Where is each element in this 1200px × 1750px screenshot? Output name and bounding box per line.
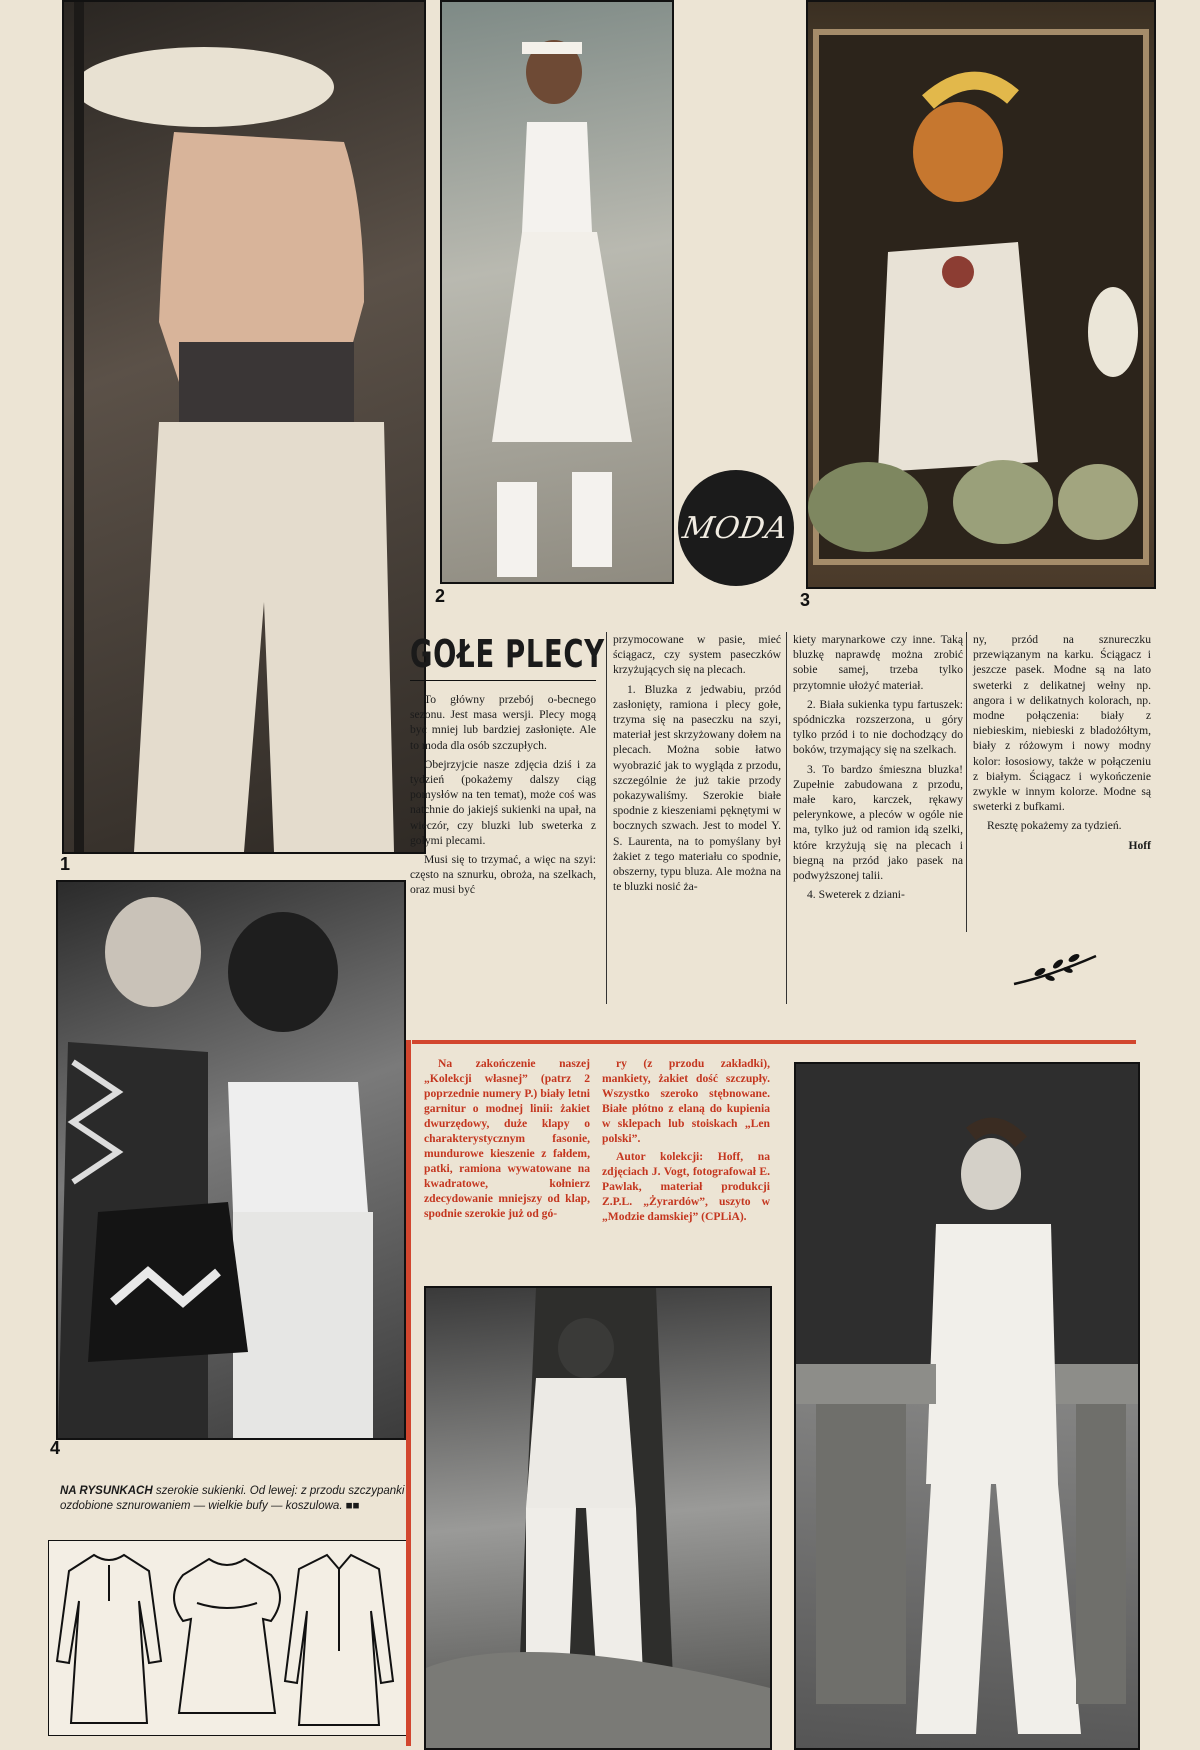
article-paragraph: 3. To bardzo śmieszna bluzka! Zupełnie zabudowana z przodu, małe karo, karczek, rękawy pelerynkowe, a pleców w ogóle nie ma, tylko już od ramion idą szelki, które krzyżują się na plecach i biegną na przód jako pasek na podwyższonej talii. xyxy=(793,762,963,883)
section-badge-text: MODA xyxy=(680,510,792,546)
collection-top-rule xyxy=(412,1040,1136,1044)
drawings-caption-text: szerokie sukienki. Od lewej: z przodu szczypanki ozdobione sznurowaniem — wielkie bufy — koszulowa. xyxy=(60,1485,405,1512)
article-paragraph: przymocowane w pasie, mieć ściągacz, czy system paseczków krzyżujących się na plecach. xyxy=(613,633,781,677)
dress-drawings-box xyxy=(48,1540,408,1736)
drawings-caption-mark: ■■ xyxy=(345,1500,360,1512)
article-signature: Hoff xyxy=(1128,838,1151,852)
collection-column-1 xyxy=(424,1056,590,1224)
article-paragraph: 2. Biała sukienka typu fartuszek: spódniczka rozszerzona, u góry tylko przód i to nie dochodzący do boków, trzymający się na szelkach. xyxy=(793,697,963,757)
collection-column-2 xyxy=(602,1056,770,1227)
collection-side-rule xyxy=(406,1040,411,1746)
decorative-branch-ornament xyxy=(1010,948,1100,990)
dress-drawing-3 xyxy=(285,1555,393,1725)
figure-number-3: 3 xyxy=(800,590,811,610)
photo-4-two-women xyxy=(56,880,406,1440)
headline-rule xyxy=(410,680,596,681)
photo-5-suit-by-tree xyxy=(424,1286,772,1750)
article-column-1 xyxy=(410,692,596,902)
section-badge xyxy=(678,470,794,586)
article-column-2 xyxy=(606,632,781,1004)
article-column-3 xyxy=(786,632,963,1004)
article-paragraph: 4. Sweterek z dziani- xyxy=(807,888,905,902)
figure-number-2: 2 xyxy=(435,586,446,606)
article-paragraph: 1. Bluzka z jedwabiu, przód zasłonięty, ramiona i plecy gołe, trzyma się na paseczku na szyi, materiał jest skrzyżowany dołem na plecach. Można sobie łatwo wyobrazić jak to wygląda z przodu, szczególnie że już takie przody pokazywaliśmy. Szerokie białe spodnie z kieszeniami pęknętymi w bocznych szwach. Jest to model Y. S. Laurenta, na to pomyślany był żakiet z tego materiału co spodnie, obszerny, typu bluza. Ale można na te bluzki nosić ża- xyxy=(613,682,781,894)
dress-drawing-1 xyxy=(57,1555,161,1723)
article-paragraph: To główny przebój o-becnego sezonu. Jest masa wersji. Plecy mogą być mniej lub bardziej zasłonięte. Ale to moda dla osób szczupłych. xyxy=(410,693,596,752)
photo-2-white-dress xyxy=(440,0,674,584)
collection-paragraph: Autor kolekcji: Hoff, na zdjęciach J. Vogt, fotografował E. Pawlak, materiał produkcji Z.P.L. „Żyrardów”, uszyto w „Modzie damskiej” (CPLiA). xyxy=(602,1150,770,1223)
figure-number-4: 4 xyxy=(50,1438,61,1458)
article-column-4 xyxy=(966,632,1151,932)
drawings-caption xyxy=(60,1484,405,1514)
dress-drawing-2 xyxy=(174,1559,280,1713)
drawings-caption-lead: NA RYSUNKACH xyxy=(60,1485,153,1497)
article-paragraph: Musi się to trzymać, a więc na szyi: często na sznurku, obroża, na szelkach, oraz musi być xyxy=(410,853,596,897)
photo-1-bare-back xyxy=(62,0,426,854)
collection-paragraph: Na zakończenie naszej „Kolekcji własnej” (patrz 2 poprzednie numery P.) biały letni garnitur o modnej linii: żakiet dwurzędowy, duże klapy o charakterystycznym fasonie, mundurowe kieszenie z fałdem, patki, ramiona wywatowane na kwadratowe, kołnierz zdecydowanie mniejszy od klap, spodnie szerokie już od gó- xyxy=(424,1057,590,1220)
figure-number-1: 1 xyxy=(60,854,71,874)
article-headline: GOŁE PLECY xyxy=(410,632,605,676)
photo-6-white-suit-balustrade xyxy=(794,1062,1140,1750)
photo-3-window-fruit xyxy=(806,0,1156,589)
article-paragraph: ny, przód na sznureczku przewiązanym na karku. Ściągacz i jeszcze pasek. Modne są na lato sweterki z delikatnej wełny np. angora i w delikatnych kolorach, np. modne połączenia: biały z niebieskim, niebieski z bladożółtym, biały z różowym i nowy modny kolor: łososiowy, także w połączeniu z białym. Ściągacz i wykończenie zwykle w innym kolorze. Modne są sweterki z bufkami. xyxy=(973,633,1151,814)
article-paragraph: Obejrzyjcie nasze zdjęcia dziś i za tydzień (pokażemy dalszy ciąg pomysłów na ten temat), może coś was natchnie do jakiejś sukienki na upał, na wieczór, czy bluzki lub sweterka z gołymi plecami. xyxy=(410,757,596,847)
collection-paragraph: ry (z przodu zakładki), mankiety, żakiet dość szczupły. Wszystko szeroko stębnowane. Białe płótno z elaną do kupienia w sklepach lub stoiskach „Len polski”. xyxy=(602,1057,770,1145)
article-paragraph: Resztę pokażemy za tydzień. xyxy=(987,819,1122,833)
article-paragraph: kiety marynarkowe czy inne. Taką bluzkę naprawdę można zrobić sobie samej, trzeba tylko przytomnie ułożyć materiał. xyxy=(793,633,963,692)
